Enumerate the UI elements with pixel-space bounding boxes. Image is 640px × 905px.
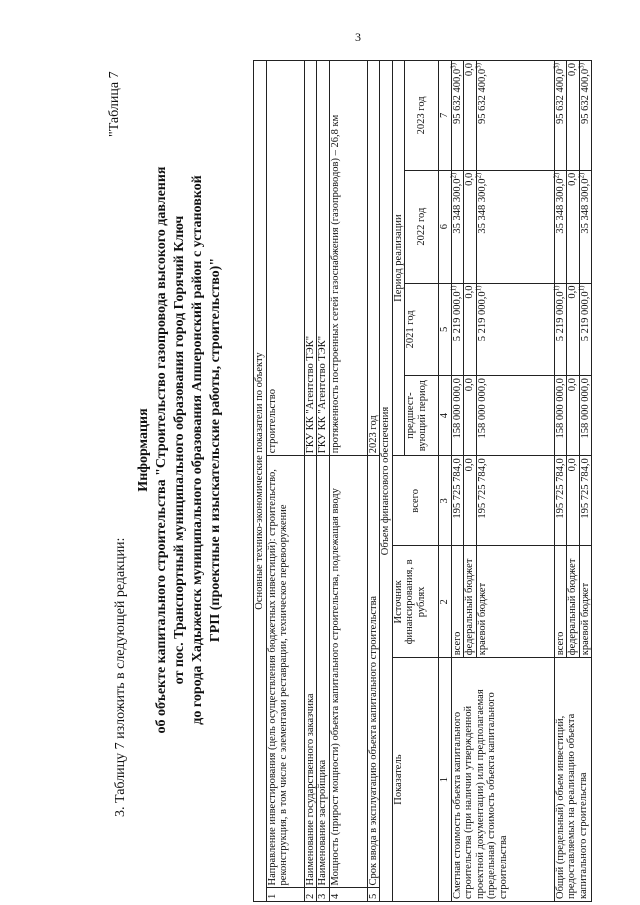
total-value: 195 725 784,0: [451, 456, 464, 546]
footnote-mark: 1): [552, 285, 560, 292]
year-2023-value: [579, 61, 592, 171]
intro-text: 3. Таблицу 7 изложить в следующей редакции:: [113, 537, 128, 817]
year-2021-value: [451, 283, 464, 376]
total-value: 0,0: [567, 456, 580, 546]
prev-value: 158 000 000,0: [451, 376, 464, 456]
value-text: 95 632 400,0: [579, 68, 591, 124]
source-cell: федеральный бюджет: [464, 546, 477, 658]
row-label: Срок ввода в эксплуатацию объекта капитального строительства: [367, 456, 380, 888]
prev-period-header: предшест-вующий период: [405, 376, 439, 456]
year-2022-value: [567, 170, 580, 283]
footnote-mark: 1): [577, 285, 585, 292]
indicator-label: Сметная стоимость объекта капитального строительства (при наличии утвержденной проектной документации) или предполагаемая (предельная) стоимость объекта капитального строительства: [451, 658, 554, 902]
year-2023-value: [464, 61, 477, 171]
value-text: 95 632 400,0: [451, 68, 463, 124]
row-value: ГКУ КК "Агентство ТЭК": [317, 61, 330, 456]
source-cell: краевой бюджет: [476, 546, 554, 658]
row-number: 2: [304, 888, 317, 902]
row-number: 1: [266, 888, 304, 902]
total-value: 195 725 784,0: [554, 456, 567, 546]
value-text: 0,0: [567, 63, 578, 77]
footnote-mark: 1): [474, 285, 482, 292]
value-text: 35 348 300,0: [451, 178, 463, 234]
col-number: 1: [439, 658, 452, 902]
row-label: Наименование застройщика: [317, 456, 330, 888]
row-value: ГКУ КК "Агентство ТЭК": [304, 61, 317, 456]
prev-value: 0,0: [464, 376, 477, 456]
value-text: 95 632 400,0: [476, 68, 488, 124]
prev-value: 158 000 000,0: [476, 376, 554, 456]
year-2021-header: 2021 год: [405, 283, 439, 376]
year-2021-value: [476, 283, 554, 376]
prev-value: 158 000 000,0: [579, 376, 592, 456]
footnote-mark: 2): [577, 172, 585, 179]
year-2022-header: 2022 год: [405, 170, 439, 283]
footnote-mark: 3): [449, 63, 457, 69]
year-2023-value: [554, 61, 567, 171]
value-text: 0,0: [464, 172, 475, 186]
prev-value: 0,0: [567, 376, 580, 456]
row-label: Наименование государственного заказчика: [304, 456, 317, 888]
col-number: 7: [439, 61, 452, 171]
title-line: ГРП (проектные и изыскательские работы, строительство)": [208, 257, 223, 643]
source-cell: федеральный бюджет: [567, 546, 580, 658]
value-text: 0,0: [567, 285, 578, 299]
row-number: 3: [317, 888, 330, 902]
col-number: 5: [439, 283, 452, 376]
year-2021-value: [567, 283, 580, 376]
document-title: [135, 95, 225, 805]
row-value: 2023 год: [367, 61, 380, 456]
year-2023-value: [451, 61, 464, 171]
year-2021-value: [464, 283, 477, 376]
total-value: 195 725 784,0: [579, 456, 592, 546]
value-text: 5 219 000,0: [554, 291, 566, 342]
value-text: 5 219 000,0: [476, 291, 488, 342]
year-2022-value: [476, 170, 554, 283]
value-text: 5 219 000,0: [451, 291, 463, 342]
year-2023-header: 2023 год: [405, 61, 439, 171]
row-value: строительство: [266, 61, 304, 456]
source-header: Источник финансирования, в рублях: [392, 546, 439, 658]
footnote-mark: 1): [449, 285, 457, 292]
col-number: 4: [439, 376, 452, 456]
total-value: 195 725 784,0: [476, 456, 554, 546]
year-2021-value: [579, 283, 592, 376]
footnote-mark: 3): [474, 63, 482, 69]
value-text: 0,0: [464, 285, 475, 299]
value-text: 0,0: [464, 63, 475, 77]
col-number: 2: [439, 546, 452, 658]
title-line: до города Хадыженск муниципального образования Апшеронский район с установкой: [190, 175, 205, 725]
value-text: 0,0: [567, 172, 578, 186]
col-number: 6: [439, 170, 452, 283]
row-number: 5: [367, 888, 380, 902]
year-2021-value: [554, 283, 567, 376]
title-line: от пос. Транспортный муниципального образования город Горячий Ключ: [172, 215, 187, 685]
row-number: 4: [329, 888, 367, 902]
table-label: "Таблица 7: [107, 71, 122, 137]
value-text: 35 348 300,0: [554, 178, 566, 234]
title-line: Информация: [136, 408, 151, 492]
main-header: Основные технико-экономические показатели по объекту: [254, 61, 267, 902]
year-2023-value: [567, 61, 580, 171]
footnote-mark: 2): [552, 172, 560, 179]
year-2022-value: [579, 170, 592, 283]
page-number: 3: [355, 30, 361, 44]
info-table: [253, 60, 592, 902]
col-number: 3: [439, 456, 452, 546]
footnote-mark: 2): [474, 172, 482, 179]
year-2022-value: [554, 170, 567, 283]
value-text: 35 348 300,0: [476, 178, 488, 234]
row-label: Мощность (прирост мощности) объекта капитального строительства, подлежащая вводу: [329, 456, 367, 888]
source-cell: всего: [554, 546, 567, 658]
footnote-mark: 2): [449, 172, 457, 179]
period-header: Период реализации: [392, 61, 405, 456]
total-value: 0,0: [464, 456, 477, 546]
footnote-mark: 3): [552, 63, 560, 69]
value-text: 5 219 000,0: [579, 291, 591, 342]
source-cell: краевой бюджет: [579, 546, 592, 658]
prev-value: 158 000 000,0: [554, 376, 567, 456]
value-text: 95 632 400,0: [554, 68, 566, 124]
row-label: Направление инвестирования (цель осуществления бюджетных инвестиций): строительство, реконструкция, в том числе с элементами реставрации, техническое перевооружение: [266, 456, 304, 888]
value-text: 35 348 300,0: [579, 178, 591, 234]
title-line: об объекте капитального строительства "Строительство газопровода высокого давления: [154, 166, 169, 734]
year-2022-value: [451, 170, 464, 283]
indicator-header: Показатель: [392, 658, 439, 902]
year-2022-value: [464, 170, 477, 283]
footnote-mark: 3): [577, 63, 585, 69]
source-cell: всего: [451, 546, 464, 658]
finance-header: Объем финансового обеспечения: [380, 61, 393, 902]
total-header: всего: [392, 456, 439, 546]
year-2023-value: [476, 61, 554, 171]
indicator-label: Общий (предельный) объем инвестиций, предоставляемых на реализацию объекта капитального строительства: [554, 658, 592, 902]
row-value: протяженность построенных сетей газоснабжения (газопроводов) – 26,8 км: [329, 61, 367, 456]
